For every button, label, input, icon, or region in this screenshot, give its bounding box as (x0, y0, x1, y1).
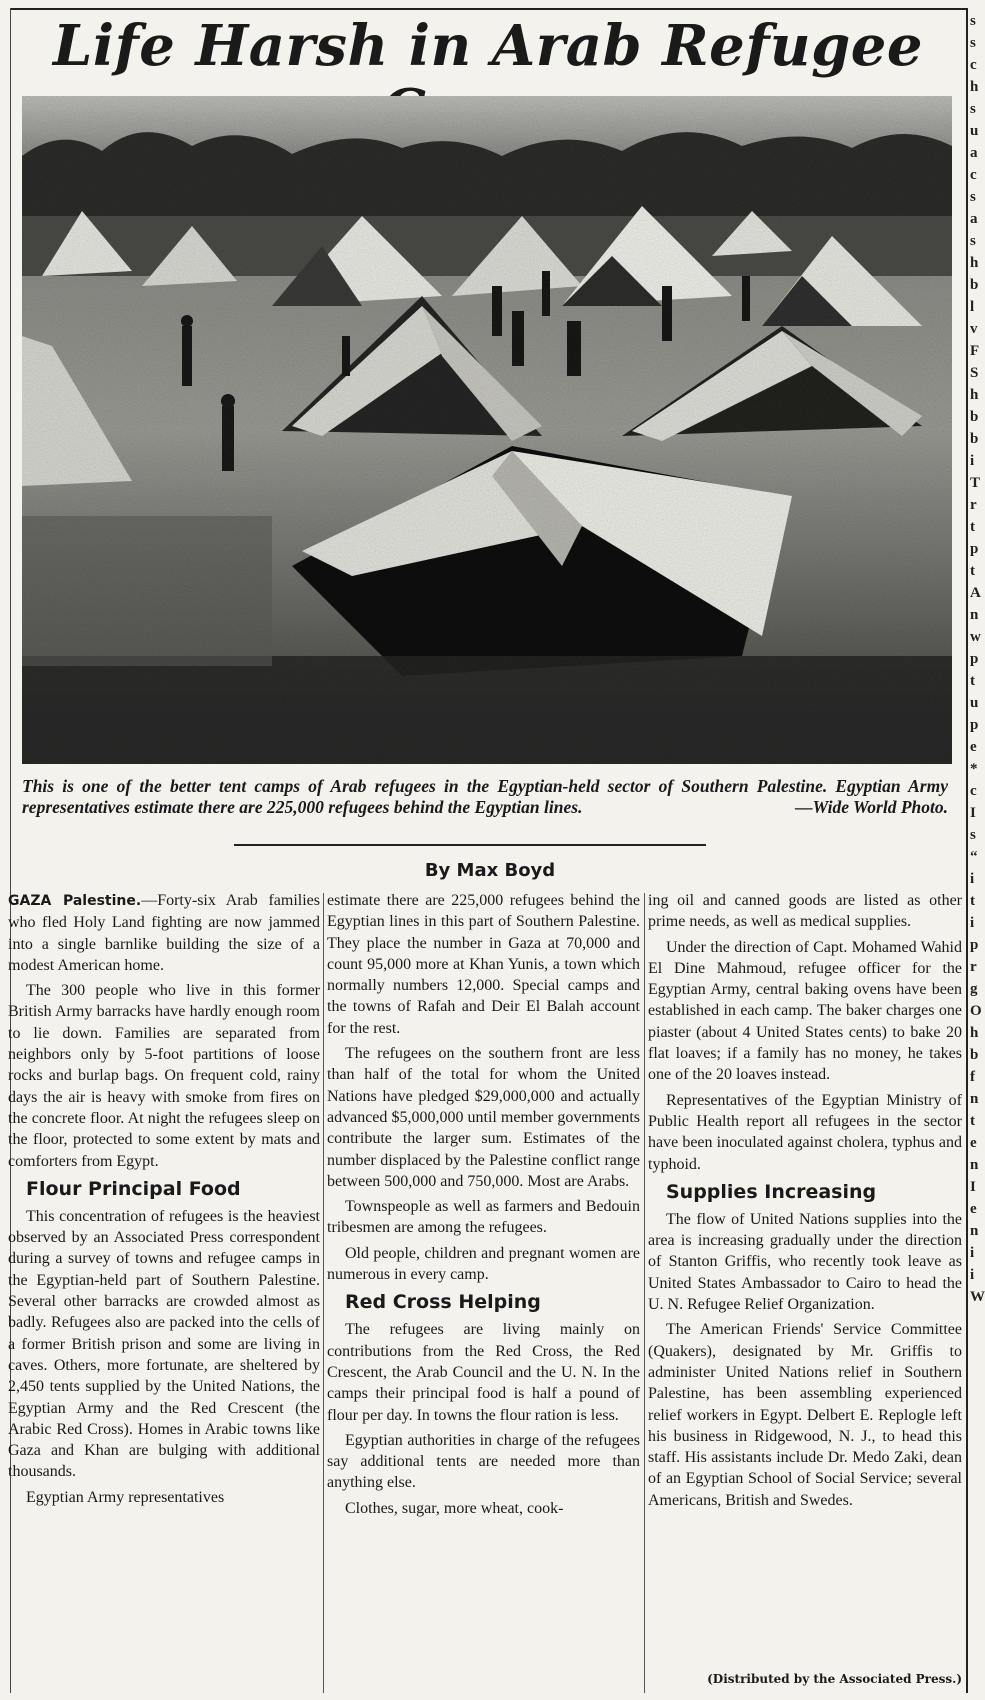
byline: By Max Boyd (424, 860, 556, 881)
dateline: GAZA Palestine. (8, 893, 142, 909)
article-column-2 (327, 890, 640, 1523)
caption-text: This is one of the better tent camps of Arab refugees in the Egyptian-held sector of Southern Palestine. Egyptian Army representatives estimate there are 225,000 refugees behind the Egyptian lines. (22, 776, 948, 817)
paragraph-text: —Forty-six Arab families who fled Holy Land fighting are now jammed into a single barnlike building the size of a modest American home. (8, 892, 321, 974)
photo-caption (22, 776, 948, 818)
column-separator (323, 893, 324, 1693)
paragraph: The 300 people who live in this former British Army barracks have hardly enough room to lie down. Families are separated from neighbors only by 5-foot partitions of loose rocks and burlap bags. On frequent cold, rainy days the air is heavy with smoke from fires on the concrete floor. At night the refugees sleep on the floor, protected to some extent by mats and comforters from Egypt. (8, 982, 320, 1170)
distribution-note: (Distributed by the Associated Press.) (707, 1672, 962, 1686)
paragraph: ing oil and canned goods are listed as other prime needs, as well as medical supplies. (648, 892, 962, 931)
paragraph: Representatives of the Egyptian Ministry of Public Health report all refugees in the sector have been inoculated against cholera, typhus and typhoid. (648, 1091, 962, 1173)
tent-camp-illustration (22, 96, 952, 764)
paragraph: Egyptian authorities in charge of the refugees say additional tents are needed more than anything else. (327, 1431, 640, 1492)
headline: Life Harsh in Arab Refugee (52, 13, 924, 79)
right-border (966, 8, 968, 1693)
paragraph: Egyptian Army representatives (26, 1488, 225, 1506)
paragraph: The refugees on the southern front are less than half of the total for whom the United Nations have pledged $29,000,000 and actually advanced $5,000,000 until member governments contribute the larger sum. Estimates of the number displaced by the Palestine conflict range between 500,000 and 750,000. Most are Arabs. (327, 1045, 640, 1190)
subhead: Supplies Increasing (666, 1180, 877, 1203)
refugee-camp-photo (22, 96, 952, 764)
top-border (10, 8, 968, 10)
paragraph: The flow of United Nations supplies into the area is increasing gradually under the direction of Stanton Griffis, who recently took leave as United States Ambassador to Cairo to head the U. N. Refugee Relief Organization. (648, 1210, 962, 1314)
paragraph: Townspeople as well as farmers and Bedouin tribesmen are among the refugees. (327, 1198, 640, 1237)
caption-rule (234, 844, 706, 846)
paragraph: estimate there are 225,000 refugees behind the Egyptian lines in this part of Southern Palestine. They place the number in Gaza at 70,000 and count 95,000 more at Khan Yunis, a town which normally numbers 12,000. Special camps and the towns of Rafah and Deir El Balah account for the rest. (327, 892, 640, 1037)
article-column-1 (8, 890, 320, 1512)
paragraph: Old people, children and pregnant women are numerous in every camp. (327, 1244, 640, 1284)
subhead: Flour Principal Food (26, 1177, 241, 1200)
paragraph: This concentration of refugees is the heaviest observed by an Associated Press correspondent during a survey of towns and refugee camps in the Egyptian-held part of Southern Palestine. Several other barracks are crowded almost as badly. Refugees also are packed into the cells of a former British prison and some are living in caves. Others, more fortunate, are sheltered by 2,450 tents supplied by the United Nations, the Egyptian Army and the Red Crescent (the Arabic Red Cross). Homes in Arabic towns like Gaza and Khan are bulging with additional thousands. (8, 1207, 320, 1481)
paragraph: The American Friends' Service Committee (Quakers), designated by Mr. Griffis to administer United Nations relief in Southern Palestine, has been assembling experienced relief workers in Egypt. Delbert E. Replogle left his business in Ridgewood, N. J., to head this staff. His assistants include Dr. Medo Zaki, dean of an Egyptian School of Social Service; several Americans, British and Swedes. (648, 1321, 962, 1509)
article-column-3 (648, 890, 962, 1515)
paragraph: Clothes, sugar, more wheat, cook- (345, 1499, 564, 1517)
paragraph: Under the direction of Capt. Mohamed Wahid El Dine Mahmoud, refugee officer for the Egyptian Army, central baking ovens have been established in each camp. The baker charges one piaster (about 4 United States cents) to bake 20 flat loaves; if a family has no money, he takes one of the 20 loaves instead. (648, 938, 962, 1084)
column-separator (644, 893, 645, 1693)
adjacent-column-edge: s s c h s u a c s a s h b l v F S h b b i T r t p t A n w p t u p e * c I s “ i t i p r g O h b f n t e n I e n i i W (970, 13, 985, 1305)
paragraph (8, 890, 320, 976)
paragraph: The refugees are living mainly on contributions from the Red Cross, the Red Crescent, the Arab Council and the U. N. In the camps their principal food is half a pound of flour per day. In towns the flour ration is less. (327, 1321, 640, 1424)
subhead: Red Cross Helping (345, 1291, 541, 1314)
photo-credit: —Wide World Photo. (795, 797, 948, 817)
